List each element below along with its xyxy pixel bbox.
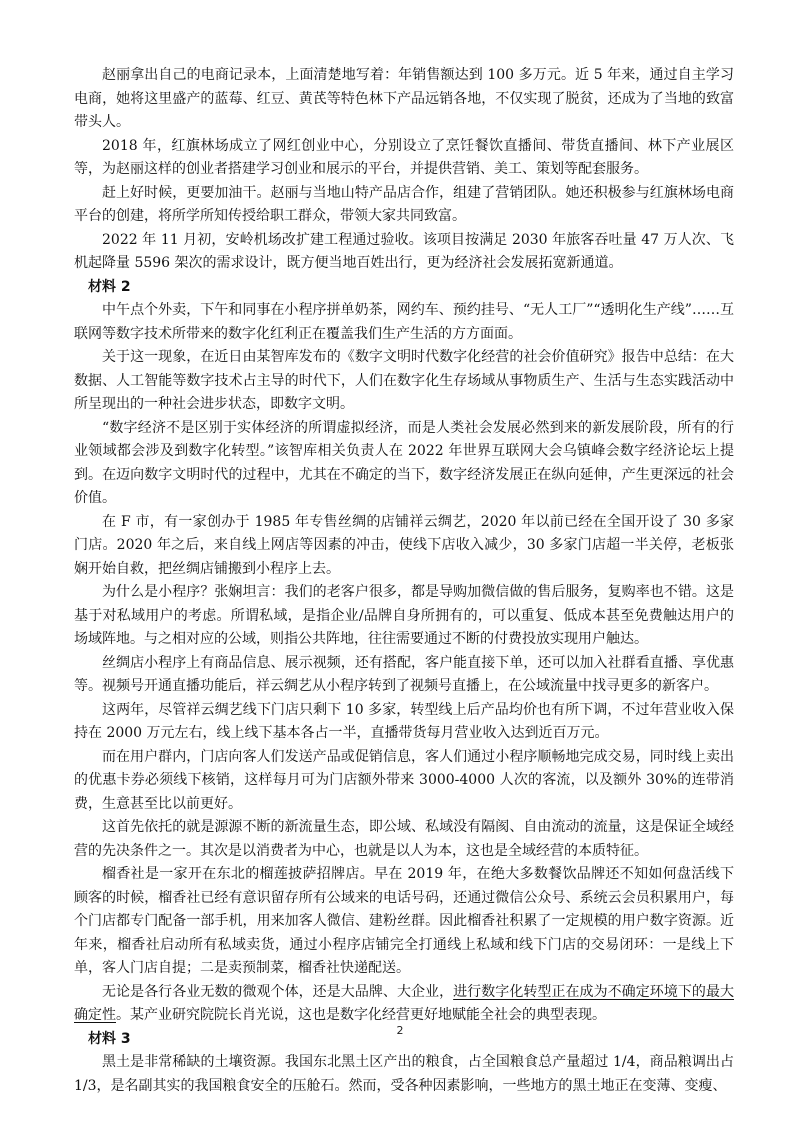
paragraph: 这首先依托的就是源源不断的新流量生态，即公域、私域没有隔阂、自由流动的流量，这是保证全域经营的先决条件之一。其次是以消费者为中心，也就是以人为本，这也是全域经营的本质特征。: [74, 819, 734, 859]
document-body: [74, 64, 734, 1098]
paragraph: 关于这一现象，在近日由某智库发布的《数字文明时代数字化经营的社会价值研究》报告中总结：在大数据、人工智能等数字技术占主导的时代下，人们在数字化生存场域从事物质生产、生活与生态实践活动中所呈现出的一种社会进步状态，即数字文明。: [74, 349, 734, 412]
paragraph: 2018 年，红旗林场成立了网红创业中心，分别设立了烹饪餐饮直播间、带货直播间、林下产业展区等，为赵丽这样的创业者搭建学习创业和展示的平台，并提供营销、美工、策划等配套服务。: [74, 137, 734, 177]
paragraph: 2022 年 11 月初，安岭机场改扩建工程通过验收。该项目按满足 2030 年旅客吞吐量 47 万人次、飞机起降量 5596 架次的需求设计，既方便当地百姓出行，更为经济社会发展拓宽新通道。: [74, 231, 734, 271]
underlined-sentence: 进行数字化转型正在成为不确定环境下的最大确定性: [74, 983, 735, 1023]
paragraph: 赵丽拿出自己的电商记录本，上面清楚地写着：年销售额达到 100 多万元。近 5 年来，通过自主学习电商，她将这里盛产的蓝莓、红豆、黄芪等特色林下产品远销各地，不仅实现了脱贫，还成为了当地的致富带头人。: [74, 67, 734, 130]
section-heading-material-2: 材料 2: [88, 278, 131, 295]
section-heading-material-3: 材料 3: [88, 1030, 131, 1047]
text-span: 无论是各行各业无数的微观个体，还是大品牌、大企业，: [102, 983, 454, 1000]
page-number: 2: [396, 1024, 404, 1037]
paragraph: 黑土是非常稀缺的土壤资源。我国东北黑土区产出的粮食，占全国粮食总产量超过 1/4，商品粮调出占 1/3，是名副其实的我国粮食安全的压舱石。然而，受各种因素影响，一些地方的黑土地正在变薄、变瘦、: [74, 1054, 734, 1094]
paragraph: 中午点个外卖，下午和同事在小程序拼单奶茶，网约车、预约挂号、“无人工厂”“透明化生产线”……互联网等数字技术所带来的数字化红利正在覆盖我们生产生活的方方面面。: [74, 302, 734, 342]
paragraph: 榴香社是一家开在东北的榴莲披萨招牌店。早在 2019 年，在绝大多数餐饮品牌还不知如何盘活线下顾客的时候，榴香社已经有意识留存所有公域来的电话号码，还通过微信公众号、系统云会员积累用户，每个门店都专门配备一部手机，用来加客人微信、建粉丝群。因此榴香社积累了一定规模的用户数字资源。近年来，榴香社启动所有私域卖货，通过小程序店铺完全打通线上私域和线下门店的交易闭环：一是线上下单，客人门店自提；二是卖预制菜，榴香社快递配送。: [74, 866, 734, 976]
paragraph: “数字经济不是区别于实体经济的所谓虚拟经济，而是人类社会发展必然到来的新发展阶段，所有的行业领域都会涉及到数字化转型。”该智库相关负责人在 2022 年世界互联网大会乌镇峰会数字经济论坛上提到。在迈向数字文明时代的过程中，尤其在不确定的当下，数字经济发展正在纵向延伸，产生更深远的社会价值。: [74, 419, 734, 506]
paragraph: 这两年，尽管祥云绸艺线下门店只剩下 10 多家，转型线上后产品均价也有所下调，不过年营业收入保持在 2000 万元左右，线上线下基本各占一半，直播带货每月营业收入达到近百万元。: [74, 701, 734, 741]
paragraph: 为什么是小程序？张娴坦言：我们的老客户很多，都是导购加微信做的售后服务，复购率也不错。这是基于对私域用户的考虑。所谓私域，是指企业/品牌自身所拥有的，可以重复、低成本甚至免费触达用户的场域阵地。与之相对应的公域，则指公共阵地，往往需要通过不断的付费投放实现用户触达。: [74, 584, 734, 647]
paragraph: 丝绸店小程序上有商品信息、展示视频，还有搭配，客户能直接下单，还可以加入社群看直播、享优惠等。视频号开通直播功能后，祥云绸艺从小程序转到了视频号直播上，在公域流量中找寻更多的新客户。: [74, 654, 734, 694]
text-span: 。某产业研究院院长肖光说，这也是数字化经营更好地赋能全社会的典型表现。: [116, 1007, 606, 1023]
paragraph-with-underline: [74, 981, 734, 1028]
paragraph: 在 F 市，有一家创办于 1985 年专售丝绸的店铺祥云绸艺，2020 年以前已经在全国开设了 30 多家门店。2020 年之后，来自线上网店等因素的冲击，使线下店收入减少，30 多家门店超一半关停，老板张娴开始自救，把丝绸店铺搬到小程序上去。: [74, 513, 734, 577]
paragraph: 而在用户群内，门店向客人们发送产品或促销信息，客人们通过小程序顺畅地完成交易，同时线上卖出的优惠卡券必须线下核销，这样每月可为门店额外带来 3000-4000 人次的客流，以及额外 30%的连带消费，生意甚至比以前更好。: [74, 748, 734, 812]
paragraph: 赶上好时候，更要加油干。赵丽与当地山特产品店合作，组建了营销团队。她还积极参与红旗林场电商平台的创建，将所学所知传授给职工群众，带领大家共同致富。: [74, 184, 734, 224]
